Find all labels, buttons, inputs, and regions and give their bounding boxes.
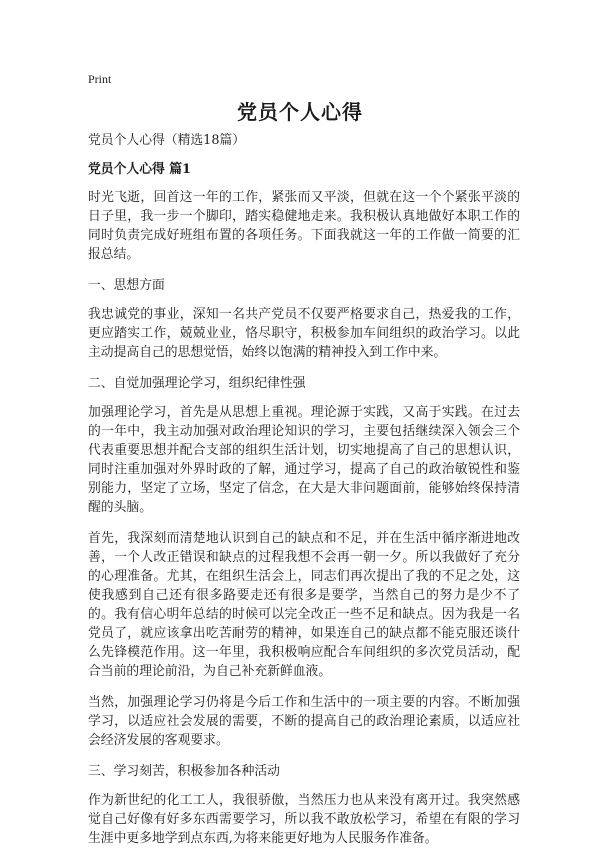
- paragraph-theory-study: 加强理论学习，首先是从思想上重视。理论源于实践，又高于实践。在过去的一年中，我主动加强对政治理论知识的学习，主要包括继续深入领会三个代表重要思想并配合支部的组织生活计划，切实地提高了自己的思想认识，同时注重加强对外界时政的了解，通过学习，提高了自己的政治敏锐性和鉴别能力，坚定了立场，坚定了信念，在大是大非问题面前，能够始终保持清醒的头脑。: [88, 405, 520, 515]
- heading-ideology: 一、思想方面: [88, 278, 165, 293]
- section-title: 党员个人心得 篇1: [88, 162, 191, 177]
- paragraph-self-improvement: 首先，我深刻而清楚地认识到自己的缺点和不足，并在生活中循序渐进地改善，一个人改正错误和缺点的过程我想不会再一朝一夕。所以我做好了充分的心理准备。尤其，在组织生活会上，同志们再次提出了我的不足之处，这使我感到自己还有很多路要走还有很多是要学，当然自己的努力是少不了的。我有信心明年总结的时候可以完全改正一些不足和缺点。因为我是一名党员了，就应该拿出吃苦耐劳的精神，如果连自己的缺点都不能克服还谈什么先锋模范作用。这一年里，我积极响应配合车间组织的多次党员活动，配合当前的理论前沿，为自己补充新鲜血液。: [88, 531, 520, 679]
- heading-theory-study: 二、自觉加强理论学习，组织纪律性强: [88, 376, 306, 391]
- document-body: [88, 131, 520, 860]
- heading-activities: 三、学习刻苦，积极参加各种活动: [88, 764, 280, 779]
- page-title: 党员个人心得: [237, 100, 363, 124]
- print-link[interactable]: Print: [88, 72, 112, 86]
- paragraph-ideology: 我忠诚党的事业，深知一名共产党员不仅要严格要求自己，热爱我的工作，更应踏实工作，兢兢业业，恪尽职守，积极参加车间组织的政治学习。以此主动提高自己的思想觉悟，始终以饱满的精神投入到工作中来。: [88, 307, 520, 360]
- paragraph-continued-study: 当然，加强理论学习仍将是今后工作和生活中的一项主要的内容。不断加强学习，以适应社会发展的需要，不断的提高自己的政治理论素质，以适应社会经济发展的客观要求。: [88, 695, 520, 748]
- paragraph-activities: 作为新世纪的化工工人，我很骄傲，当然压力也从来没有离开过。我突然感觉自己好像有好多东西需要学习，所以我不敢放松学习，希望在有限的学习生涯中更多地学到点东西,为将来能更好地为人民服务作准备。: [88, 793, 520, 846]
- paragraph-intro: 时光飞逝，回首这一年的工作，紧张而又平淡，但就在这一个个紧张平淡的日子里，我一步一个脚印，踏实稳健地走来。我积极认真地做好本职工作的同时负责完成好班组布置的各项任务。下面我就这一年的工作做一简要的汇报总结。: [88, 190, 520, 262]
- document-subtitle: 党员个人心得（精选18篇）: [88, 133, 246, 148]
